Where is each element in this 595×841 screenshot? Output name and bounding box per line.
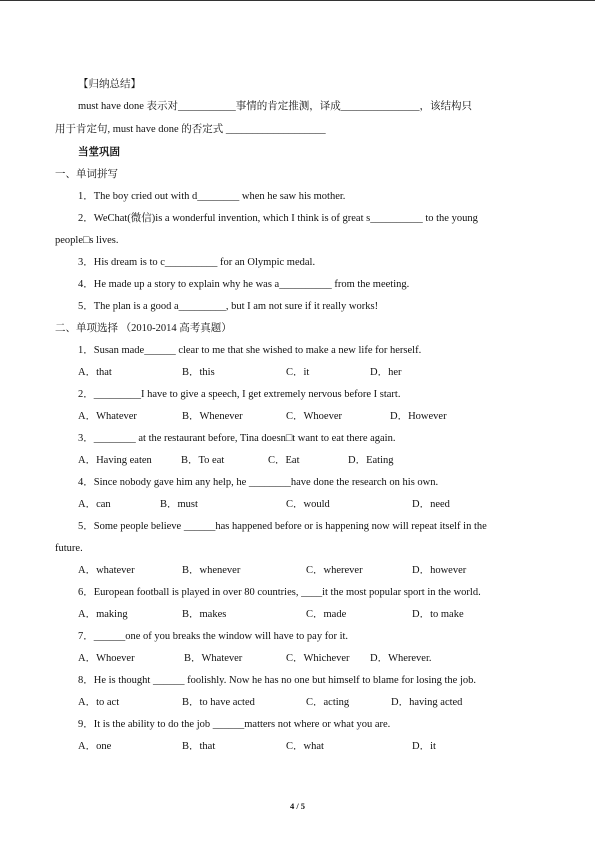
question-stem: 6．European football is played in over 80 countries, ____it the most popular sport in the world. bbox=[78, 587, 481, 598]
summary-line-1: must have done 表示对___________事情的肯定推测，译成_______________，该结构只 bbox=[78, 101, 473, 112]
option-d: D．having acted bbox=[391, 697, 463, 708]
summary-line-2: 用于肯定句, must have done 的否定式 ___________________ bbox=[55, 124, 326, 135]
question-stem: 9．It is the ability to do the job ______matters not where or what you are. bbox=[78, 719, 391, 730]
option-d: D．However bbox=[390, 411, 447, 422]
section-choice-heading: 二、单项选择 （2010-2014 高考真题） bbox=[55, 323, 232, 334]
option-c: C．what bbox=[286, 741, 324, 752]
option-b: B．whenever bbox=[182, 565, 241, 576]
spelling-item: 2．WeChat(微信)is a wonderful invention, which I think is of great s__________ to the young bbox=[78, 213, 478, 224]
option-a: A．can bbox=[78, 499, 111, 510]
option-a: A．Whatever bbox=[78, 411, 137, 422]
option-b: B．that bbox=[182, 741, 216, 752]
page-number: 4 / 5 bbox=[289, 801, 306, 811]
option-c: C．Whichever bbox=[286, 653, 350, 664]
question-stem: 8．He is thought ______ foolishly. Now he has no one but himself to blame for losing the job. bbox=[78, 675, 476, 686]
option-a: A．making bbox=[78, 609, 128, 620]
option-a: A．Having eaten bbox=[78, 455, 152, 466]
option-b: B．Whatever bbox=[184, 653, 243, 664]
question-stem-continued: future. bbox=[55, 543, 83, 554]
spelling-item: 3．His dream is to c__________ for an Olympic medal. bbox=[78, 257, 316, 268]
top-border bbox=[0, 0, 595, 1]
option-c: C．would bbox=[286, 499, 330, 510]
option-c: C．wherever bbox=[306, 565, 363, 576]
section-spelling-heading: 一、单词拼写 bbox=[55, 169, 118, 180]
option-a: A．Whoever bbox=[78, 653, 135, 664]
spelling-item-continued: people□s lives. bbox=[55, 235, 119, 246]
option-b: B．to have acted bbox=[182, 697, 255, 708]
option-c: C．Whoever bbox=[286, 411, 342, 422]
option-c: C．made bbox=[306, 609, 347, 620]
question-stem: 7．______one of you breaks the window will have to pay for it. bbox=[78, 631, 349, 642]
option-b: B．Whenever bbox=[182, 411, 243, 422]
option-d: D．it bbox=[412, 741, 436, 752]
spelling-item: 5．The plan is a good a_________, but I am not sure if it really works! bbox=[78, 301, 379, 312]
option-d: D．Wherever. bbox=[370, 653, 432, 664]
option-c: C．Eat bbox=[268, 455, 300, 466]
option-d: D．however bbox=[412, 565, 467, 576]
option-b: B．To eat bbox=[181, 455, 225, 466]
spelling-item: 4．He made up a story to explain why he was a__________ from the meeting. bbox=[78, 279, 410, 290]
question-stem: 2．_________I have to give a speech, I get extremely nervous before I start. bbox=[78, 389, 401, 400]
practice-title: 当堂巩固 bbox=[78, 147, 120, 158]
option-a: A．that bbox=[78, 367, 112, 378]
option-a: A．whatever bbox=[78, 565, 135, 576]
option-c: C．it bbox=[286, 367, 310, 378]
question-stem: 3．________ at the restaurant before, Tina doesn□t want to eat there again. bbox=[78, 433, 396, 444]
question-stem: 1．Susan made______ clear to me that she wished to make a new life for herself. bbox=[78, 345, 422, 356]
option-b: B．makes bbox=[182, 609, 227, 620]
option-d: D．need bbox=[412, 499, 450, 510]
option-d: D．to make bbox=[412, 609, 464, 620]
option-b: B．this bbox=[182, 367, 215, 378]
option-d: D．Eating bbox=[348, 455, 394, 466]
option-c: C．acting bbox=[306, 697, 350, 708]
option-d: D．her bbox=[370, 367, 402, 378]
question-stem: 4．Since nobody gave him any help, he ________have done the research on his own. bbox=[78, 477, 439, 488]
option-b: B．must bbox=[160, 499, 198, 510]
summary-heading: 【归纳总结】 bbox=[78, 79, 141, 90]
question-stem: 5．Some people believe ______has happened before or is happening now will repeat itself in the bbox=[78, 521, 487, 532]
spelling-item: 1．The boy cried out with d________ when he saw his mother. bbox=[78, 191, 346, 202]
option-a: A．to act bbox=[78, 697, 120, 708]
option-a: A．one bbox=[78, 741, 112, 752]
